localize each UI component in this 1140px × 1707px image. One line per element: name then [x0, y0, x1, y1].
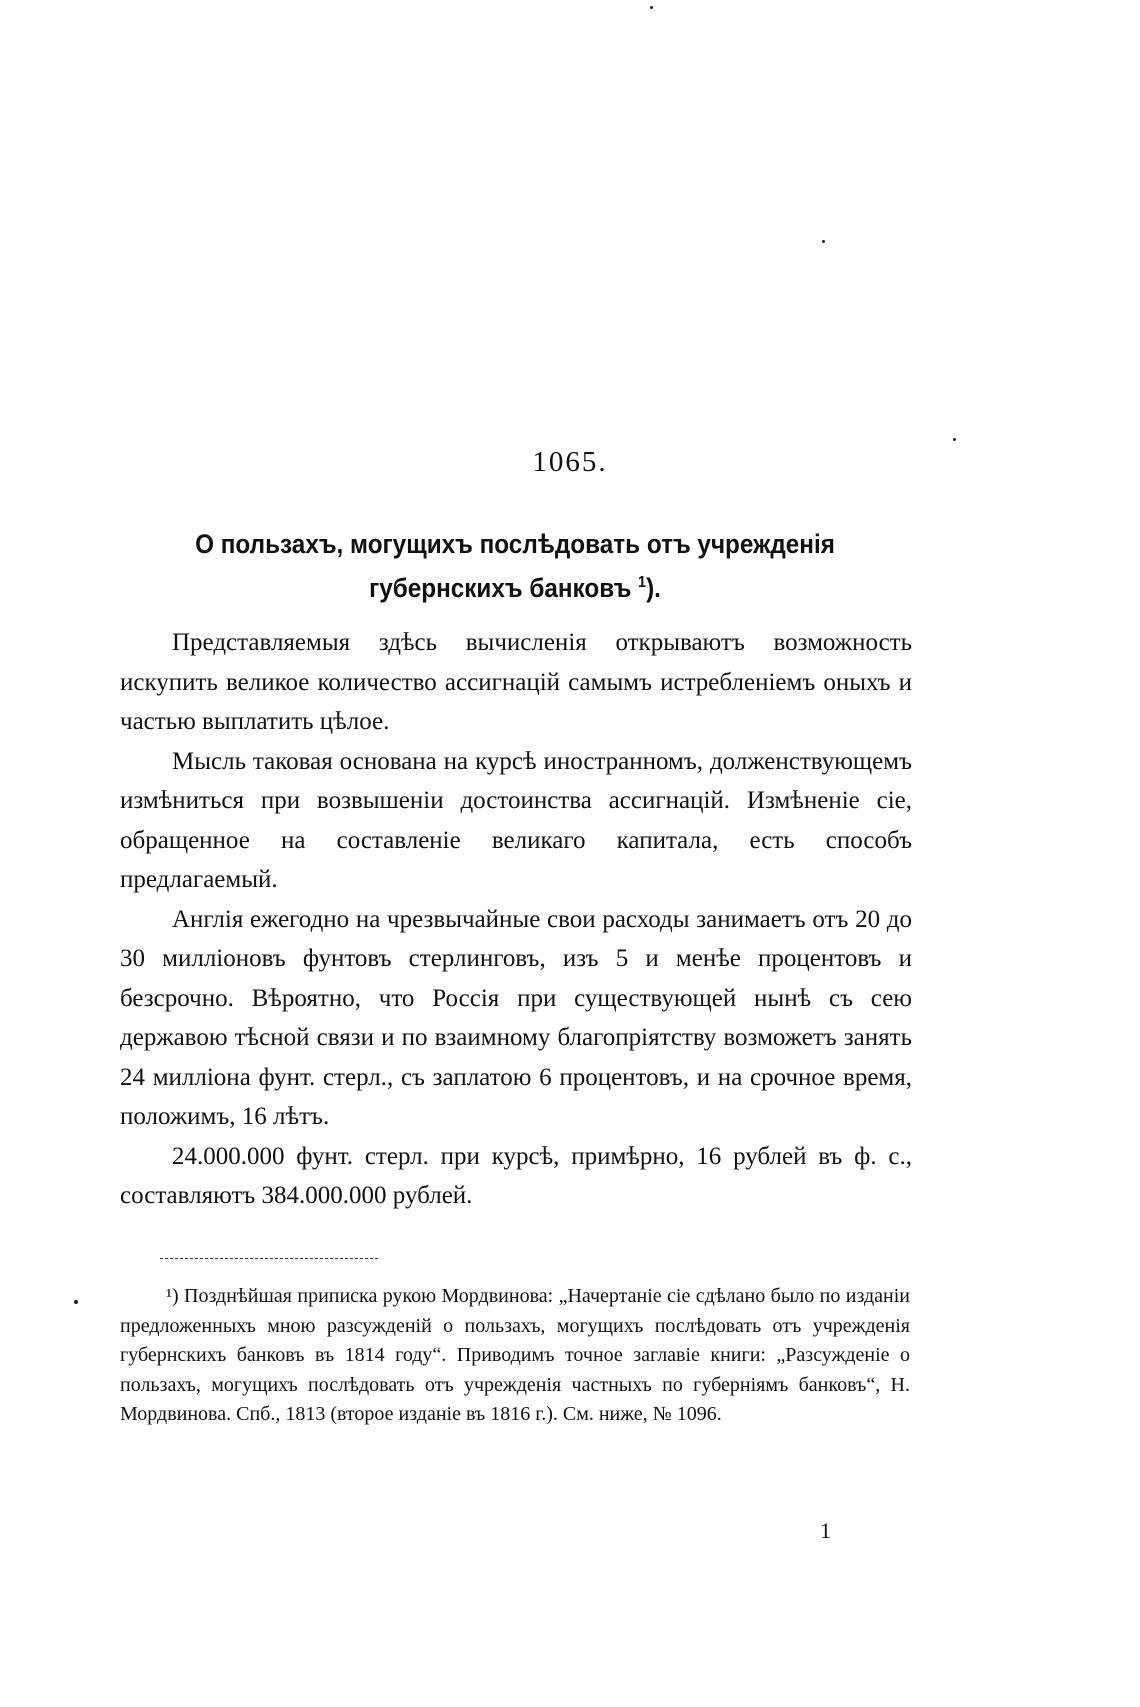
scan-speck: [74, 1300, 78, 1304]
paragraph: Англія ежегодно на чрезвычайные свои расходы занимаетъ отъ 20 до 30 милліоновъ фунтовъ стерлинговъ, изъ 5 и менѣе процентовъ и безсрочно. Вѣроятно, что Россія при существующей нынѣ съ сею державою тѣсной связи и по взаимному благопріятству возможетъ занять 24 милліона фунт. стерл., съ заплатою 6 процентовъ, и на срочное время, положимъ, 16 лѣтъ.: [120, 905, 912, 1130]
paragraph: 24.000.000 фунт. стерл. при курсѣ, примѣрно, 16 рублей въ ф. с., составляютъ 384.000.000 рублей.: [120, 1142, 912, 1209]
footnote: ¹) Позднѣйшая приписка рукою Мордвинова: „Начертаніе сіе сдѣлано было по изданіи предложенныхъ мною разсужденій о пользахъ, могущихъ послѣдовать отъ учрежденія губернскихъ банковъ въ 1814 году“. Приводимъ точное заглавіе книги: „Разсужденіе о пользахъ, могущихъ послѣдовать отъ учрежденія частныхъ по губерніямъ банковъ“, Н. Мордвинова. Спб., 1813 (второе изданіе въ 1816 г.). См. ниже, № 1096.: [120, 1285, 910, 1425]
paragraph: Мысль таковая основана на курсѣ иностранномъ, долженствующемъ измѣниться при возвышеніи достоинства ассигнацій. Измѣненіе сіе, обращенное на составленіе великаго капитала, есть способъ предлагаемый.: [120, 747, 912, 893]
document-title: [160, 522, 871, 610]
page-number: 1: [820, 1518, 831, 1543]
scan-speck: [650, 6, 653, 9]
document-number: 1065.: [532, 446, 608, 478]
paragraph: Представляемыя здѣсь вычисленія открываютъ возможность искупить великое количество ассигнацій самымъ истребленіемъ оныхъ и частью выплатить цѣлое.: [120, 629, 912, 735]
scan-speck: [822, 240, 825, 243]
scan-speck: [953, 438, 956, 441]
body-text: [120, 623, 912, 1216]
title-footnote-mark[interactable]: 1: [638, 574, 647, 591]
footnote-divider: [160, 1258, 378, 1259]
document-title-text: О пользахъ, могущихъ послѣдовать отъ учрежденія губернскихъ банковъ: [195, 529, 835, 603]
title-close: ).: [646, 573, 661, 603]
